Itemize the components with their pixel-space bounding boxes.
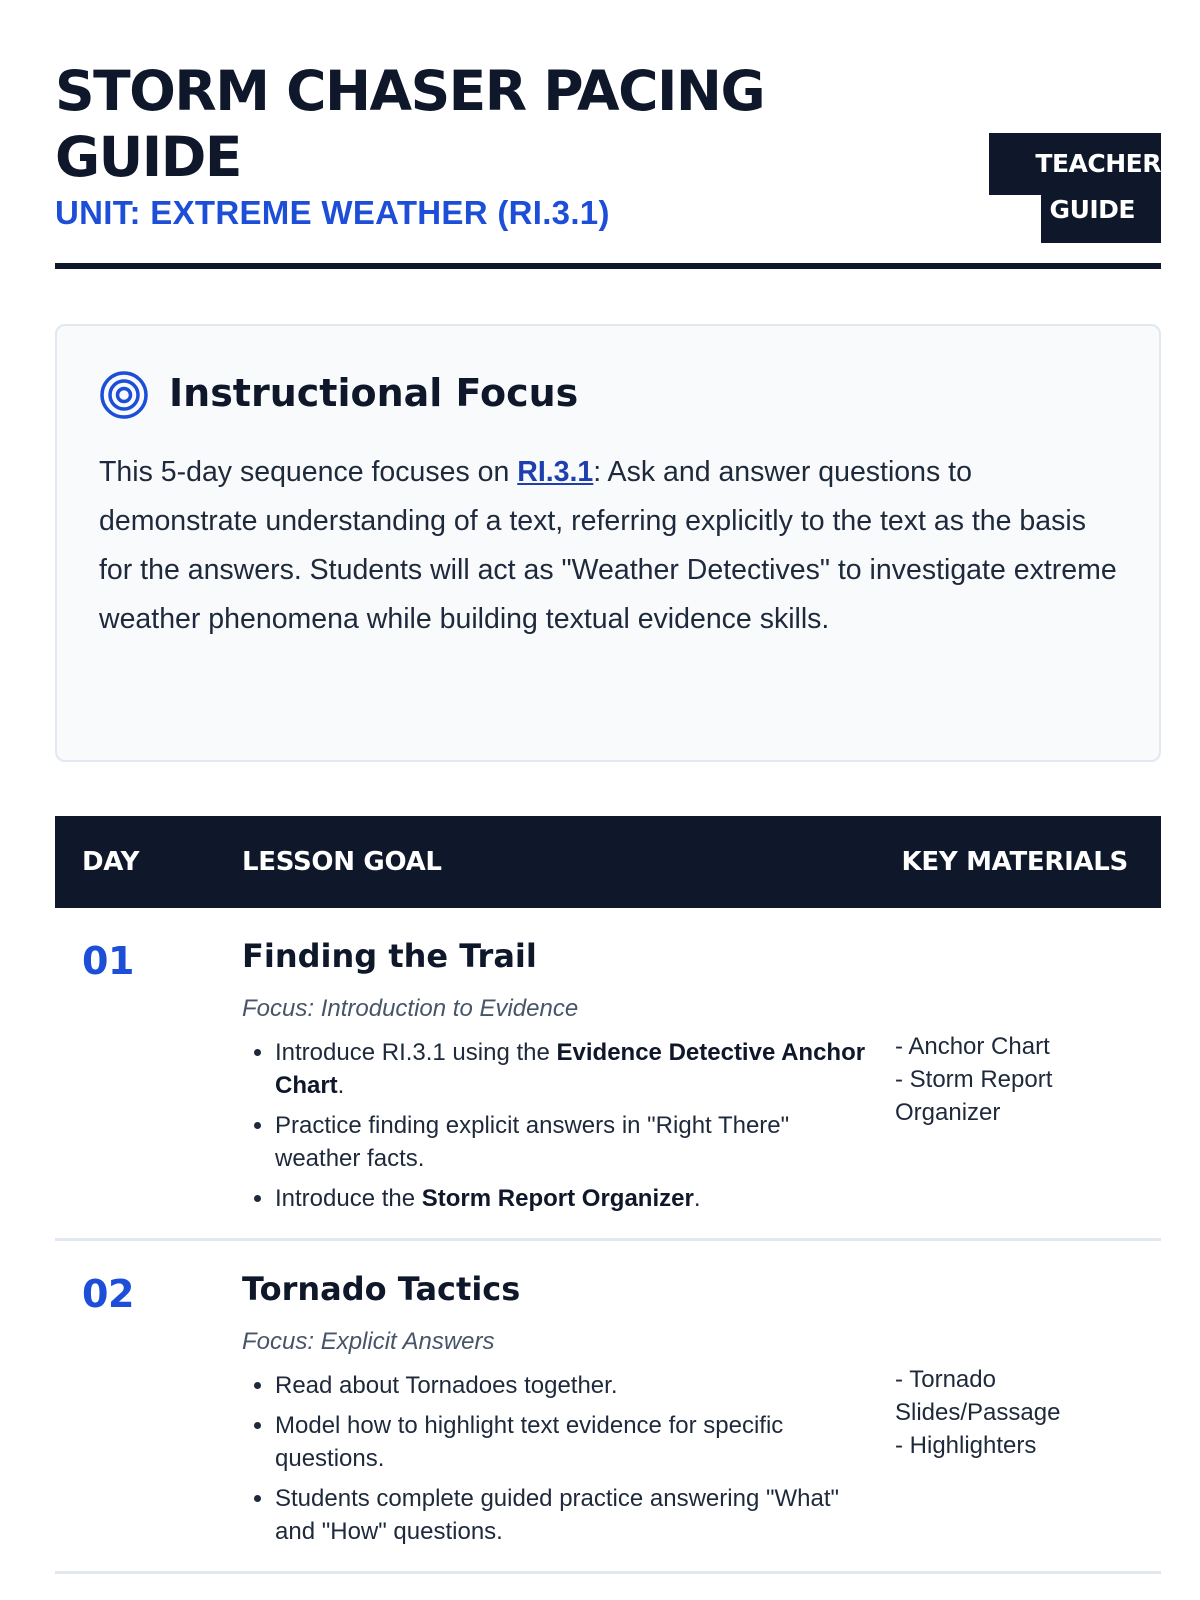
list-item: • Introduce the Storm Report Organizer. <box>275 1182 875 1215</box>
table-row <box>55 908 1161 1241</box>
list-item: • Read about Tornadoes together. <box>275 1369 875 1402</box>
list-item: • Introduce RI.3.1 using the Evidence Detective Anchor Chart. <box>275 1036 875 1102</box>
standard-link[interactable]: RI.3.1 <box>517 456 594 488</box>
lesson-focus: Focus: Explicit Answers <box>242 1328 495 1355</box>
table-row <box>55 1241 1161 1574</box>
lesson-title: Finding the Trail <box>242 937 537 975</box>
badge-line-1: TEACHER <box>1035 149 1161 178</box>
key-materials: - Tornado Slides/Passage - Highlighters <box>895 1366 1061 1459</box>
target-icon <box>99 370 149 420</box>
lesson-focus: Focus: Introduction to Evidence <box>242 995 579 1022</box>
badge-line-2: GUIDE <box>1049 195 1135 224</box>
lesson-activity-list <box>242 1036 875 1222</box>
column-header-day: DAY <box>82 847 140 877</box>
instructional-focus-card <box>55 324 1161 762</box>
page-header <box>55 0 1161 268</box>
day-number: 02 <box>82 1272 134 1316</box>
focus-text-part: This 5-day sequence focuses on <box>99 456 518 488</box>
focus-text-part: : Ask and answer questions to demonstrate understanding of a text, referring explicitly to the text as the basis for the answers. Students will act as "Weather Detectives" to investigate extreme weather phenomena while building textual evidence skills. <box>99 456 1117 635</box>
day-number: 01 <box>82 939 134 983</box>
lesson-activity-list <box>242 1369 875 1555</box>
key-materials: - Anchor Chart - Storm Report Organizer <box>895 1033 1053 1126</box>
lesson-title: Tornado Tactics <box>242 1270 521 1308</box>
column-header-lesson-goal: LESSON GOAL <box>242 847 442 877</box>
list-item: • Model how to highlight text evidence for specific questions. <box>275 1409 875 1475</box>
pacing-guide-page <box>55 0 1161 1545</box>
header-divider <box>55 263 1161 269</box>
column-header-key-materials: KEY MATERIALS <box>901 847 1128 877</box>
table-header <box>55 816 1161 908</box>
teacher-guide-badge <box>989 133 1161 243</box>
list-item: • Students complete guided practice answering "What" and "How" questions. <box>275 1482 875 1548</box>
list-item: • Practice finding explicit answers in "Right There" weather facts. <box>275 1109 875 1175</box>
unit-subtitle: UNIT: EXTREME WEATHER (RI.3.1) <box>55 194 610 231</box>
instructional-focus-heading: Instructional Focus <box>169 371 579 415</box>
instructional-focus-text <box>99 448 1119 644</box>
page-title: STORM CHASER PACING GUIDE <box>55 59 765 189</box>
